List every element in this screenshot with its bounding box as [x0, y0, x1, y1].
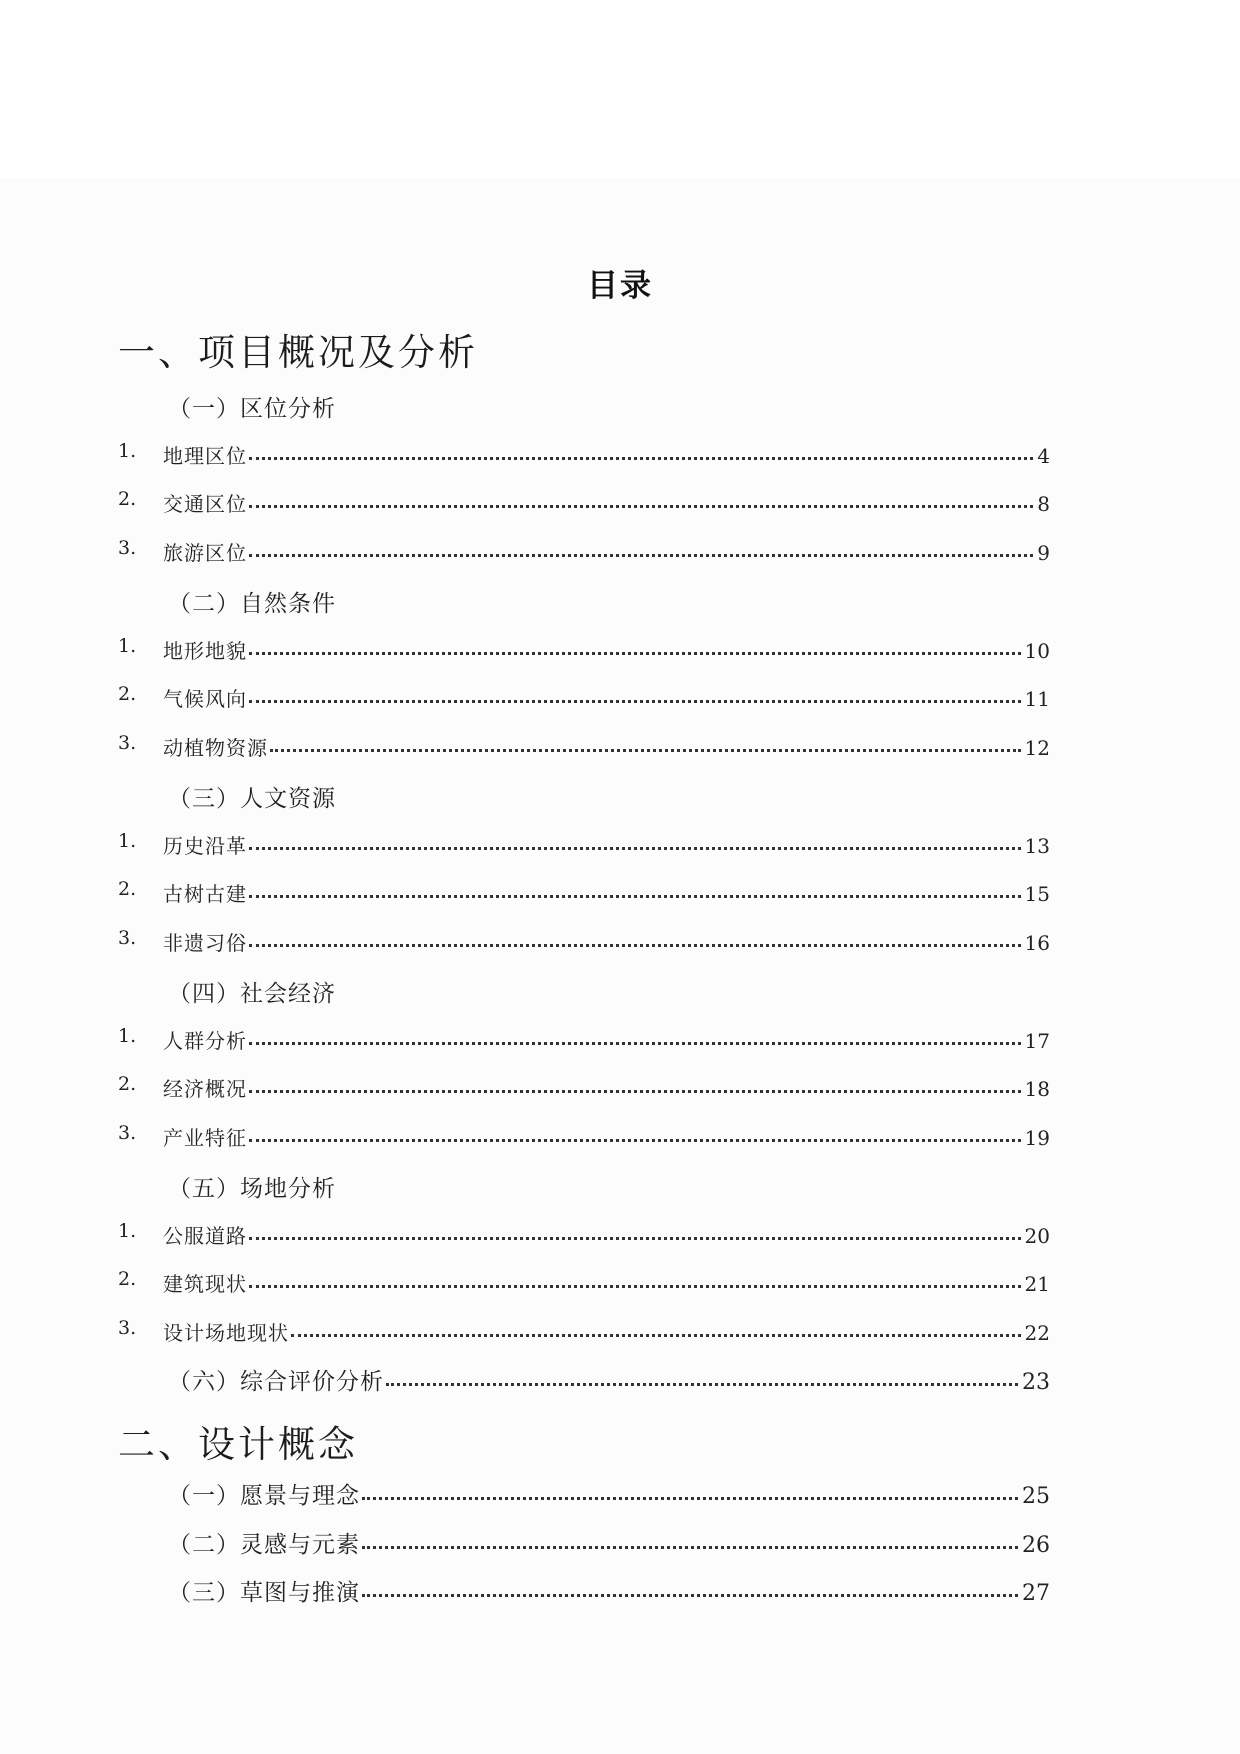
dot-leader — [362, 1545, 1018, 1549]
entry-label: 古树古建 — [163, 882, 247, 906]
dot-leader — [386, 1382, 1018, 1386]
page-number: 22 — [1024, 1321, 1050, 1345]
entry-number: 1. — [118, 440, 137, 462]
page-number: 8 — [1037, 492, 1050, 516]
entry-number: 3. — [118, 1317, 137, 1339]
toc-section-1-4[interactable]: （四）社会经济 — [168, 981, 336, 1007]
dot-leader — [249, 1089, 1021, 1093]
entry-label: 旅游区位 — [163, 541, 247, 565]
entry-number: 1. — [118, 635, 137, 657]
dot-leader — [362, 1496, 1018, 1500]
dot-leader — [249, 1138, 1021, 1142]
section-label: （一）愿景与理念 — [168, 1483, 360, 1509]
dot-leader — [362, 1593, 1018, 1597]
page-number: 17 — [1024, 1029, 1050, 1053]
dot-leader — [270, 748, 1021, 752]
page-number: 10 — [1024, 639, 1050, 663]
section-label: （三）草图与推演 — [168, 1580, 360, 1606]
page-number: 26 — [1022, 1533, 1050, 1558]
entry-number: 1. — [118, 830, 137, 852]
entry-number: 2. — [118, 1268, 137, 1290]
entry-label: 动植物资源 — [163, 736, 268, 760]
dot-leader — [249, 1284, 1021, 1288]
toc-section-1-3[interactable]: （三）人文资源 — [168, 786, 336, 812]
entry-number: 1. — [118, 1025, 137, 1047]
entry-number: 3. — [118, 537, 137, 559]
entry-number: 3. — [118, 732, 137, 754]
page-number: 18 — [1024, 1077, 1050, 1101]
page-number: 27 — [1022, 1581, 1050, 1606]
toc-chapter-2[interactable]: 二、设计概念 — [118, 1423, 358, 1466]
entry-label: 历史沿革 — [163, 834, 247, 858]
dot-leader — [291, 1333, 1021, 1337]
dot-leader — [249, 1041, 1021, 1045]
section-label: （六）综合评价分析 — [168, 1369, 384, 1395]
entry-number: 3. — [118, 927, 137, 949]
page-number: 19 — [1024, 1126, 1050, 1150]
entry-label: 交通区位 — [163, 492, 247, 516]
toc-section-1-5[interactable]: （五）场地分析 — [168, 1176, 336, 1202]
entry-number: 2. — [118, 878, 137, 900]
entry-label: 地形地貌 — [163, 639, 247, 663]
page-number: 23 — [1022, 1370, 1050, 1395]
dot-leader — [249, 504, 1033, 508]
page-number: 9 — [1037, 541, 1050, 565]
page-number: 20 — [1024, 1224, 1050, 1248]
toc-section-1-2[interactable]: （二）自然条件 — [168, 591, 336, 617]
dot-leader — [249, 1236, 1021, 1240]
entry-label: 经济概况 — [163, 1077, 247, 1101]
toc-title: 目录 — [587, 268, 653, 304]
dot-leader — [249, 699, 1021, 703]
page-number: 13 — [1024, 834, 1050, 858]
page-number: 4 — [1037, 444, 1050, 468]
toc-chapter-1[interactable]: 一、项目概况及分析 — [118, 331, 478, 374]
dot-leader — [249, 846, 1021, 850]
page-number: 21 — [1024, 1272, 1050, 1296]
section-label: （二）灵感与元素 — [168, 1532, 360, 1558]
entry-number: 2. — [118, 683, 137, 705]
entry-label: 公服道路 — [163, 1224, 247, 1248]
dot-leader — [249, 894, 1021, 898]
page-top-margin — [0, 0, 1240, 178]
entry-label: 地理区位 — [163, 444, 247, 468]
page-number: 12 — [1024, 736, 1050, 760]
page-number: 11 — [1024, 687, 1050, 711]
entry-label: 人群分析 — [163, 1029, 247, 1053]
entry-number: 2. — [118, 488, 137, 510]
entry-label: 非遗习俗 — [163, 931, 247, 955]
entry-number: 3. — [118, 1122, 137, 1144]
entry-label: 建筑现状 — [163, 1272, 247, 1296]
page-number: 16 — [1024, 931, 1050, 955]
dot-leader — [249, 651, 1021, 655]
dot-leader — [249, 456, 1033, 460]
page-number: 15 — [1024, 882, 1050, 906]
entry-number: 2. — [118, 1073, 137, 1095]
toc-section-1-1[interactable]: （一）区位分析 — [168, 396, 336, 422]
entry-label: 产业特征 — [163, 1126, 247, 1150]
dot-leader — [249, 943, 1021, 947]
page-number: 25 — [1022, 1484, 1050, 1509]
entry-label: 气候风向 — [163, 687, 247, 711]
dot-leader — [249, 553, 1033, 557]
entry-number: 1. — [118, 1220, 137, 1242]
entry-label: 设计场地现状 — [163, 1321, 289, 1345]
